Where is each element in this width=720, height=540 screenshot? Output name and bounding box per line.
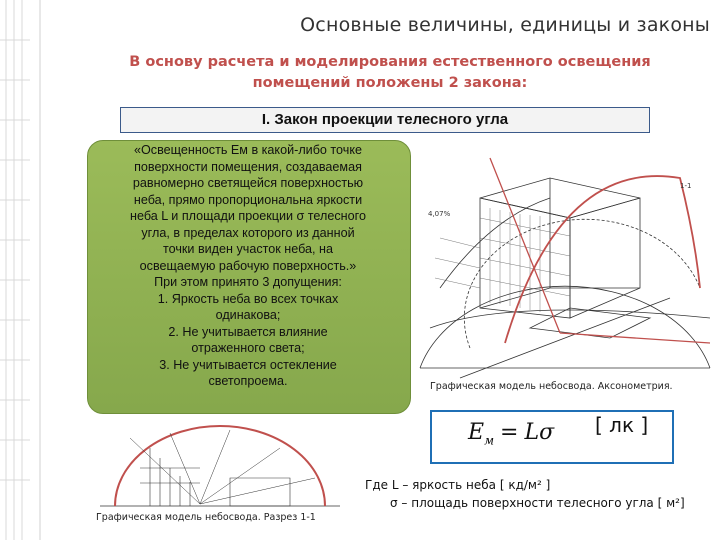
sky-dome-section-diagram [90, 418, 345, 510]
law-line: равномерно светящейся поверхностью [132, 176, 364, 190]
page-title: Основные величины, единицы и законы [300, 14, 710, 36]
angle-label: 4,07% [428, 210, 451, 218]
law-line: одинакова; [215, 308, 281, 322]
formula [468, 420, 554, 447]
law-line: отраженного света; [191, 341, 305, 355]
law-line: угла, в пределах которого из данной [141, 225, 355, 240]
law-line: При этом принято 3 допущения: [154, 275, 342, 289]
where-line-1: Где L – яркость неба [ кд/м² ] [365, 478, 551, 492]
law-line: 2. Не учитывается влияние [168, 324, 328, 339]
law-line: освещаемую рабочую поверхность.» [139, 258, 357, 273]
law-line: неба, прямо пропорциональна яркости [133, 192, 363, 207]
law-line: «Освещенность Ем в какой-либо точке [133, 143, 362, 157]
where-line-2: σ – площадь поверхности телесного угла [ м²] [390, 496, 685, 510]
formula-rhs: Lσ [524, 420, 555, 445]
caption-section: Графическая модель небосвода. Разрез 1-1 [96, 512, 316, 523]
law-line: неба L и площади проекции σ телесного [130, 209, 366, 223]
decorative-border [0, 0, 60, 540]
formula-equals: = [500, 420, 519, 445]
formula-lhs-sub: м [484, 433, 495, 448]
page-subtitle [100, 52, 680, 94]
formula-unit: [ лк ] [595, 413, 649, 437]
section-label: 1-1 [680, 182, 692, 190]
law-line: 3. Не учитывается остекление [159, 357, 337, 372]
law-heading: I. Закон проекции телесного угла [120, 107, 650, 133]
subtitle-line-1: В основу расчета и моделирования естественного освещения [129, 54, 651, 70]
law-line: точки виден участок неба, на [163, 242, 333, 256]
law-line: светопроема. [208, 374, 288, 388]
formula-lhs: E [468, 420, 485, 445]
law-line: 1. Яркость неба во всех точках [157, 291, 339, 306]
law-line: поверхности помещения, создаваемая [134, 159, 362, 174]
subtitle-line-2: помещений положены 2 закона: [252, 75, 528, 91]
sky-dome-axonometry-diagram [410, 138, 720, 383]
caption-axonometry: Графическая модель небосвода. Аксонометрия. [430, 381, 673, 392]
law-text [98, 142, 398, 390]
